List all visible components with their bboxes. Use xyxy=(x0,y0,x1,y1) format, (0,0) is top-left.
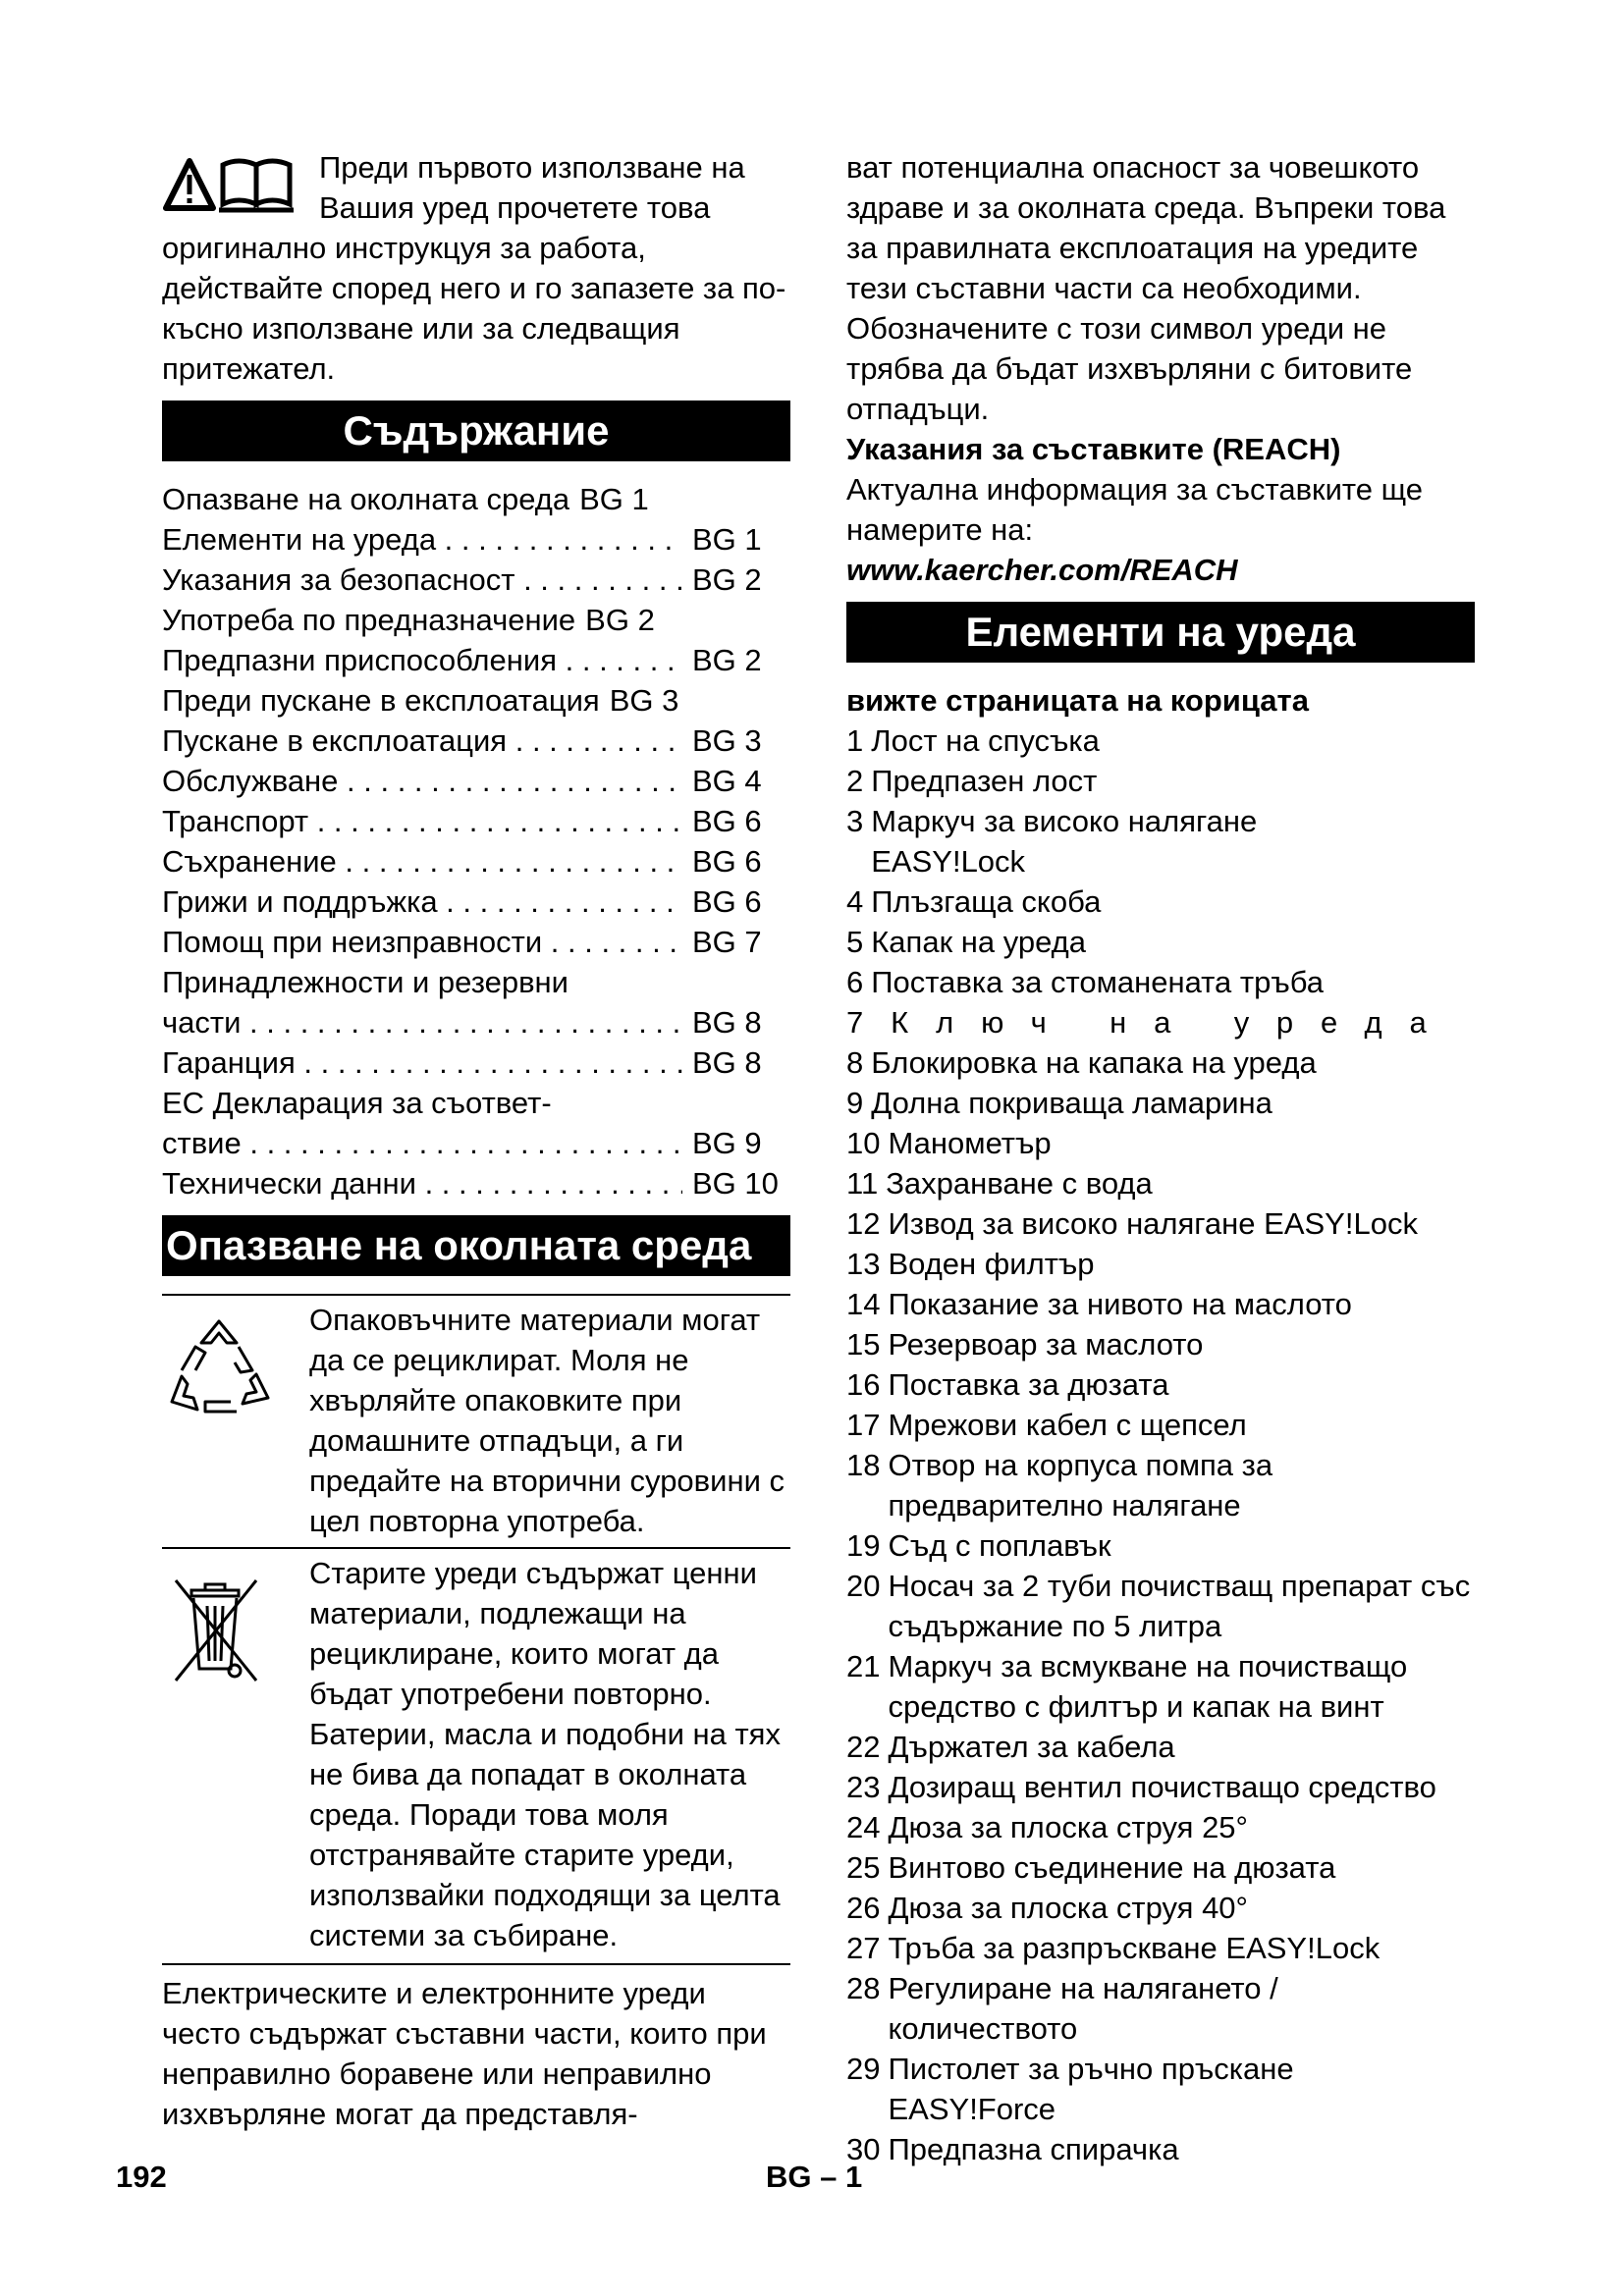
reach-heading: Указания за съставките (REACH) xyxy=(846,432,1341,466)
list-item: 8 Блокировка на капака на уреда xyxy=(846,1045,1317,1080)
list-item: 4 Плъзгаща скоба xyxy=(846,884,1102,919)
list-item: 12 Извод за високо налягане EASY!Lock xyxy=(846,1206,1418,1241)
toc-row[interactable]: ствие . . . BG 9 xyxy=(162,1123,790,1163)
toc-heading: Съдържание xyxy=(162,400,790,461)
list-item: 2 Предпазен лост xyxy=(846,764,1098,798)
toc-row-text[interactable]: ЕС Декларация за съответ- xyxy=(162,1086,552,1120)
packaging-recycling-block xyxy=(162,1294,790,1541)
list-item: 26 Дюза за плоска струя 40° xyxy=(846,1891,1248,1925)
intro-block xyxy=(162,147,790,389)
list-item: 14 Показание за нивото на маслото xyxy=(846,1287,1352,1321)
list-item: 28 Регулиране на налягането / количеството xyxy=(846,1971,1278,2046)
list-item: 24 Дюза за плоска струя 25° xyxy=(846,1810,1248,1844)
list-item: 30 Предпазна спирачка xyxy=(846,2132,1179,2166)
list-item: 6 Поставка за стоманената тръба xyxy=(846,965,1324,999)
toc-row[interactable]: Грижи и поддръжка . . . BG 6 xyxy=(162,881,790,922)
packaging-text: Опаковъчните материали могат да се рециклират. Моля не хвърляйте опаковките при домашните отпадъци, а ги предайте на вторични суровини с цел повторна употреба. xyxy=(309,1303,785,1538)
list-item: 19 Съд с поплавък xyxy=(846,1528,1111,1563)
list-item: 9 Долна покриваща ламарина xyxy=(846,1086,1272,1120)
list-item: 23 Дозиращ вентил почистващо средство xyxy=(846,1770,1436,1804)
page-number: 192 xyxy=(116,2160,167,2194)
toc-row[interactable]: Преди пускане в експлоатация BG 3 xyxy=(162,683,679,718)
list-item: 10 Манометър xyxy=(846,1126,1052,1160)
reach-link[interactable]: www.kaercher.com/REACH xyxy=(846,553,1238,587)
toc-row[interactable]: Обслужване . . . BG 4 xyxy=(162,761,790,801)
toc-row-text[interactable]: Принадлежности и резервни xyxy=(162,965,568,999)
toc-row[interactable]: Технически данни . . . BG 10 xyxy=(162,1163,790,1203)
toc-row[interactable]: Транспорт . . . BG 6 xyxy=(162,801,790,841)
warning-book-icon xyxy=(162,147,309,226)
toc-row[interactable]: Указания за безопасност . . . BG 2 xyxy=(162,560,790,600)
parts-list xyxy=(846,721,1475,2169)
list-item: 25 Винтово съединение на дюзата xyxy=(846,1850,1336,1885)
toc-row[interactable]: Гаранция . . . BG 8 xyxy=(162,1042,790,1083)
list-item: 22 Държател за кабела xyxy=(846,1730,1175,1764)
list-item: 20 Носач за 2 туби почистващ препарат със съдържание по 5 литра xyxy=(846,1569,1471,1643)
list-item: 15 Резервоар за маслото xyxy=(846,1327,1204,1362)
old-devices-text: Старите уреди съдържат ценни материали, подлежащи на рециклиране, които могат да бъдат употребени повторно. Батерии, масла и подобни на тях не бива да попадат в околната среда. Поради това моля отстранявайте старите уреди, използвайки подходящи за целта системи за събиране. xyxy=(309,1556,781,1952)
reach-text: Актуална информация за съставките ще намерите на: xyxy=(846,472,1424,547)
electric-devices-text-part2: ват потенциална опасност за човешкото здраве и за околната среда. Въпреки това за правилната експлоатация на уредите тези съставни части са необходими. Обозначените с този символ уреди не трябва да бъдат изхвърляни с битовите отпадъци. xyxy=(846,150,1446,426)
toc-row[interactable]: Предпазни приспособления . . . BG 2 xyxy=(162,640,790,680)
list-item: 21 Маркуч за всмукване на почистващо средство с филтър и капак на винт xyxy=(846,1649,1408,1724)
list-item: 29 Пистолет за ръчно пръскане EASY!Force xyxy=(846,2052,1294,2126)
list-item: 13 Воден филтър xyxy=(846,1247,1095,1281)
list-item: 17 Мрежови кабел с щепсел xyxy=(846,1408,1247,1442)
recycle-icon xyxy=(162,1300,309,1541)
list-item: 27 Тръба за разпръскване EASY!Lock xyxy=(846,1931,1380,1965)
old-devices-block xyxy=(162,1547,790,1955)
toc-row[interactable]: Помощ при неизправности . . . BG 7 xyxy=(162,922,790,962)
toc-row[interactable]: части . . . BG 8 xyxy=(162,1002,790,1042)
table-of-contents xyxy=(162,479,790,1203)
right-column xyxy=(846,147,1475,2169)
list-item: 5 Капак на уреда xyxy=(846,925,1087,959)
list-item: 3 Маркуч за високо налягане EASY!Lock xyxy=(846,804,1258,879)
left-column xyxy=(162,147,790,2134)
parts-subtitle: вижте страницата на корицата xyxy=(846,683,1309,718)
list-item: 1 Лост на спусъка xyxy=(846,723,1100,758)
toc-row[interactable]: Употреба по предназначение BG 2 xyxy=(162,603,655,637)
list-item: 18 Отвор на корпуса помпа за предварително налягане xyxy=(846,1448,1273,1522)
environment-heading: Опазване на околната среда xyxy=(162,1215,790,1276)
list-item: 11 Захранване с вода xyxy=(846,1166,1153,1201)
toc-row[interactable]: Опазване на околната среда BG 1 xyxy=(162,482,649,516)
toc-row[interactable]: Елементи на уреда . . . BG 1 xyxy=(162,519,790,560)
section-page-code: BG – 1 xyxy=(766,2160,863,2194)
list-item: 16 Поставка за дюзата xyxy=(846,1367,1169,1402)
parts-heading: Елементи на уреда xyxy=(846,602,1475,663)
list-item: 7 Ключ на уреда xyxy=(846,1005,1454,1040)
toc-row[interactable]: Пускане в експлоатация . . . BG 3 xyxy=(162,721,790,761)
intro-text: Преди първото използване на Вашия уред прочетете това оригинално инструкцуя за работа, действайте според него и го запазете за по-късно използване или за следващия притежател. xyxy=(162,150,786,386)
electric-devices-text-part1: Електрическите и електронните уреди често съдържат съставни части, които при неправилно боравене или неправилно изхвърляне могат да представля- xyxy=(162,1963,790,2134)
crossed-bin-icon xyxy=(162,1553,309,1955)
toc-row[interactable]: Съхранение . . . BG 6 xyxy=(162,841,790,881)
